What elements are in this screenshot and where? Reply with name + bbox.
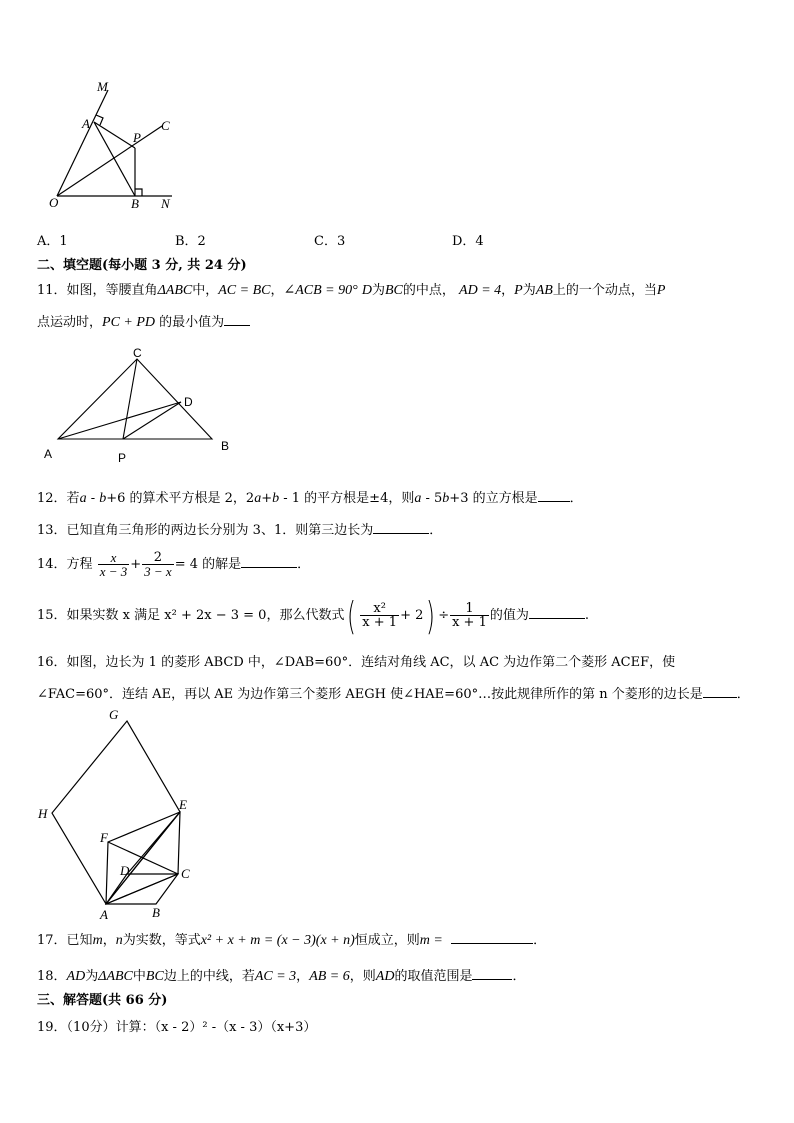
- q12-text-3: +6 的算术平方根是 2，2: [106, 491, 255, 506]
- q16-line-1: [37, 654, 675, 672]
- q14-fraction-2: [142, 551, 174, 579]
- option-a: A．1: [37, 234, 68, 249]
- q15-number: 15．: [37, 608, 67, 623]
- section-3-title: 三、解答题(共 66 分): [37, 993, 168, 1008]
- q14-text-1: 方程: [66, 557, 93, 572]
- q14-answer-blank[interactable]: [241, 555, 297, 568]
- ray-OC: [57, 126, 162, 196]
- q18-eq-1: AC = 3: [254, 969, 297, 984]
- q15-text-2: ，那么代数式: [266, 608, 345, 623]
- q15: [37, 593, 590, 638]
- q12-text-2: -: [86, 491, 100, 506]
- q18-text-4: ，: [296, 969, 310, 984]
- q14-text-2: = 4 的解是: [174, 557, 242, 572]
- q12-end: ．: [569, 491, 583, 506]
- label-C: C: [133, 346, 142, 360]
- q16-end: ．: [736, 687, 750, 702]
- q11-expr: PC + PD: [102, 315, 156, 330]
- q11-eq-3: AD = 4: [459, 283, 502, 298]
- q18-AD-2: AD: [375, 969, 395, 984]
- label-B: B: [152, 905, 160, 920]
- q16-text-1: 如图，边长为 1 的菱形 ABCD 中，∠DAB=60°．连结对角线 AC，以 AC 为边作第二个菱形 ACEF，使: [66, 655, 676, 670]
- label-O: O: [49, 195, 59, 210]
- q15-fraction-1: [360, 602, 399, 630]
- option-b: B．2: [175, 234, 206, 249]
- q11-text-4: 为: [371, 283, 385, 298]
- q12-b2: b: [272, 491, 280, 506]
- q17-end: ．: [533, 933, 547, 948]
- q15-end: .: [584, 608, 590, 623]
- option-d: D．4: [452, 234, 484, 249]
- label-G: G: [109, 707, 119, 722]
- q11-D: D: [361, 283, 372, 298]
- segment-AB: [94, 122, 135, 196]
- q18-BC: BC: [145, 969, 164, 984]
- q11-text-5: 的中点，: [402, 283, 455, 298]
- q14-f1-den: x − 3: [99, 563, 128, 579]
- rhombus-AEGH: [52, 721, 180, 904]
- q11-AB: AB: [535, 283, 553, 298]
- q11-eq-1: AC = BC: [218, 283, 271, 298]
- figure-q16: [30, 705, 210, 923]
- q18: [37, 967, 525, 986]
- q18-text-1: 为: [85, 969, 99, 984]
- q17-text-1: 已知: [66, 933, 93, 948]
- label-H: H: [38, 806, 48, 821]
- q18-number: 18．: [37, 969, 67, 984]
- q19-text: （10分）计算：（x - 2）² -（x - 3）（x+3）: [66, 1020, 317, 1035]
- q18-AD: AD: [66, 969, 86, 984]
- q12-text-5: - 1 的平方根是±4，则: [279, 491, 415, 506]
- label-D: D: [184, 395, 193, 409]
- q11-eq-2: ∠ACB = 90°: [283, 283, 358, 298]
- q11-text-3: ，: [270, 283, 284, 298]
- segment-DE: [127, 812, 180, 874]
- q19: [37, 1019, 316, 1037]
- q15-plus-2: + 2: [400, 608, 424, 623]
- label-C: C: [181, 866, 190, 881]
- q11-text-1: 如图，等腰直角: [66, 283, 158, 298]
- q11-number: 11．: [37, 283, 67, 298]
- q17: [37, 931, 546, 950]
- label-C: C: [161, 118, 170, 133]
- q14-f2-num: 2: [153, 549, 163, 565]
- figure-q11: [38, 345, 238, 467]
- q15-answer-blank[interactable]: [529, 606, 585, 619]
- q12-text-7: +3 的立方根是: [449, 491, 538, 506]
- q14-fraction-1: [98, 551, 130, 579]
- q17-number: 17．: [37, 933, 67, 948]
- q15-f1-den: x + 1: [362, 614, 398, 630]
- figure-q10: [40, 78, 190, 213]
- q11-line2-text-1: 点运动时，: [37, 315, 103, 330]
- label-N: N: [161, 196, 170, 211]
- q12-text-1: 若: [66, 491, 80, 506]
- q18-text-5: ，则: [349, 969, 376, 984]
- q12-answer-blank[interactable]: [538, 489, 570, 502]
- q15-text-3: 的值为: [489, 608, 529, 623]
- q12-b1: b: [99, 491, 107, 506]
- q15-text-1: 如果实数 x 满足: [66, 608, 165, 623]
- q14-end: ．: [297, 557, 311, 572]
- q15-f2-num: 1: [465, 600, 474, 616]
- q13-text: 已知直角三角形的两边长分别为 3、1．则第三边长为: [66, 523, 374, 538]
- label-A: A: [44, 447, 53, 461]
- q11-text-7: 为: [522, 283, 536, 298]
- q12-a2: a: [254, 491, 262, 506]
- q19-number: 19．: [37, 1020, 67, 1035]
- q17-m-equals: m =: [419, 933, 443, 948]
- q13-end: ．: [429, 523, 443, 538]
- q12-text-4: +: [261, 491, 273, 506]
- right-angle-B: [135, 189, 142, 196]
- q15-left-paren: (: [347, 593, 357, 638]
- q14-plus: +: [130, 557, 142, 572]
- q17-text-2: ，: [102, 933, 116, 948]
- segment-PD: [123, 402, 181, 439]
- q16-number: 16．: [37, 655, 67, 670]
- q13: [37, 521, 442, 540]
- q14-f1-num: x: [110, 549, 117, 565]
- q11-P2: P: [656, 283, 666, 298]
- label-P: P: [118, 451, 127, 465]
- option-c: C．3: [314, 234, 346, 249]
- q18-end: ．: [512, 969, 526, 984]
- q15-fraction-2: [450, 602, 489, 630]
- q12: [37, 489, 583, 508]
- q18-text-6: 的取值范围是: [394, 969, 473, 984]
- label-E: E: [179, 797, 187, 812]
- q11-text-2: 中，: [192, 283, 219, 298]
- q13-number: 13．: [37, 523, 67, 538]
- label-P: P: [133, 130, 141, 145]
- q11-line-2: [37, 313, 250, 332]
- q13-answer-blank[interactable]: [373, 521, 429, 534]
- label-A: A: [82, 116, 90, 131]
- q18-text-2: 中: [132, 969, 146, 984]
- q14-number: 14．: [37, 557, 67, 572]
- q17-m: m: [92, 933, 103, 948]
- label-M: M: [97, 79, 108, 94]
- label-F: F: [100, 830, 108, 845]
- segment-AP: [94, 122, 135, 148]
- q11-line2-text-2: 的最小值为: [159, 315, 225, 330]
- segment-FC: [108, 842, 178, 874]
- q12-number: 12．: [37, 491, 67, 506]
- q18-answer-blank[interactable]: [472, 967, 512, 980]
- label-B: B: [221, 439, 230, 453]
- label-B: B: [131, 196, 139, 211]
- section-2-title: 二、填空题(每小题 3 分, 共 24 分): [37, 258, 247, 273]
- label-A: A: [100, 907, 108, 922]
- q15-right-paren: ): [426, 593, 436, 638]
- q15-f2-den: x + 1: [452, 614, 487, 630]
- q14-f2-den: 3 − x: [144, 563, 172, 579]
- q18-text-3: 边上的中线，若: [163, 969, 255, 984]
- q18-eq-2: AB = 6: [309, 969, 350, 984]
- q17-equation: x² + x + m = (x − 3)(x + n): [200, 933, 355, 948]
- label-D: D: [120, 863, 130, 878]
- q14: [37, 550, 310, 580]
- ray-OM: [57, 90, 108, 196]
- q16-line-2: [37, 685, 750, 704]
- q11-answer-blank[interactable]: [224, 313, 250, 326]
- q11-P: P: [514, 283, 523, 298]
- q17-text-3: 为实数，等式: [122, 933, 201, 948]
- q18-triangle: ΔABC: [98, 969, 133, 984]
- q17-text-4: 恒成立，则: [354, 933, 420, 948]
- q11-text-6: ，: [501, 283, 515, 298]
- q15-divide: ÷: [438, 608, 450, 623]
- q11-line-1: [37, 282, 665, 300]
- q12-a1: a: [79, 491, 87, 506]
- q12-a3: a: [414, 491, 422, 506]
- q16-text-2: ∠FAC=60°．连结 AE，再以 AE 为边作第三个菱形 AEGH 使∠HAE=60°…按此规律所作的第 n 个菱形的边长是: [37, 687, 703, 702]
- q17-n: n: [115, 933, 123, 948]
- q11-text-8: 上的一个动点，当: [552, 283, 657, 298]
- q11-BC: BC: [385, 283, 403, 298]
- q12-text-6: - 5: [421, 491, 443, 506]
- q16-answer-blank[interactable]: [703, 685, 737, 698]
- q11-triangle: ΔABC: [157, 283, 193, 298]
- q12-b3: b: [442, 491, 450, 506]
- q17-answer-blank[interactable]: [451, 931, 533, 944]
- q15-equation: x² + 2x − 3 = 0: [164, 608, 267, 623]
- q15-f1-num: x²: [373, 600, 386, 616]
